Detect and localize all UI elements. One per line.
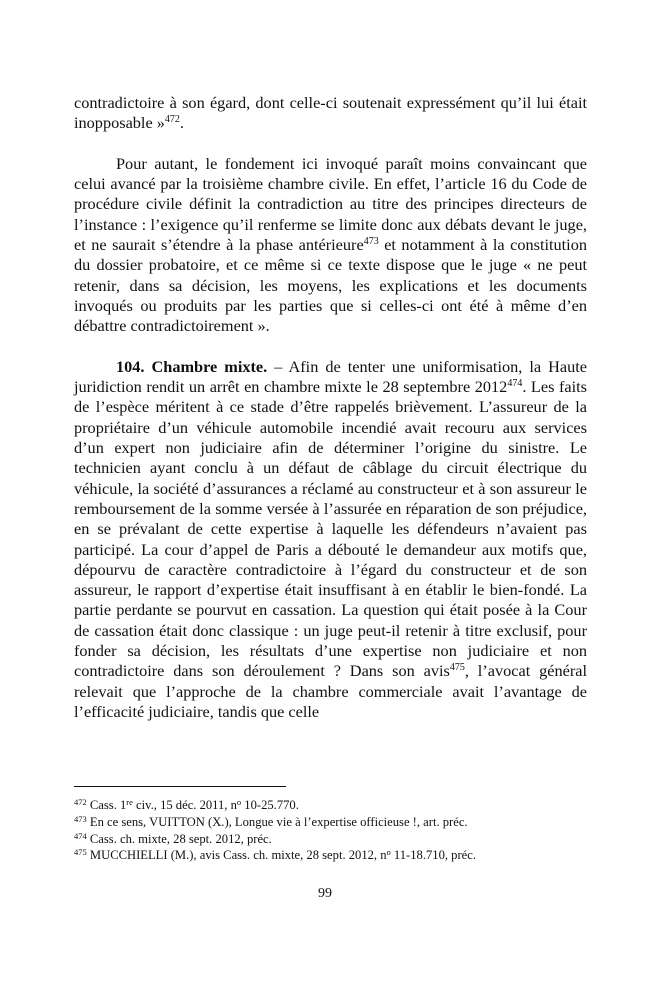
paragraph-chambre-mixte (74, 357, 587, 722)
footnote-text: 11-18.710, préc. (390, 848, 476, 863)
paragraph-text: . (179, 113, 184, 133)
footnote-number: 474 (74, 830, 87, 841)
footnotes (74, 797, 587, 864)
footnote-separator (74, 786, 286, 787)
footnote-473 (74, 814, 587, 831)
footnote-text: Cass. 1 (86, 798, 127, 812)
footnote-ref-473[interactable]: 473 (363, 236, 379, 248)
footnote-ref-472[interactable]: 472 (164, 114, 180, 126)
footnote-text: civ., 15 déc. 2011, n (132, 798, 237, 812)
footnote-475 (74, 847, 587, 864)
paragraph-text: , l’avocat général relevait que l’approche de la chambre commerciale avait l’avantage de l’efficacité judiciaire, tandis que celle (74, 661, 588, 721)
paragraph-text: et notamment à la constitution du dossier probatoire, et ce même si ce texte dispose que le juge « ne peut retenir, dans sa décision, les moyens, les explications et les documents invoqués ou produits par les parties que si celles-ci ont été à même d’en débattre contradictoirement ». (74, 235, 587, 336)
section-heading: 104. Chambre mixte. (116, 356, 268, 376)
footnote-text: MUCCHIELLI (M.), avis Cass. ch. mixte, 28 sept. 2012, n (86, 848, 387, 863)
paragraph-continuation (74, 93, 587, 134)
footnote-472 (74, 797, 587, 814)
footnote-text: En ce sens, VUITTON (X.), Longue vie à l’expertise officieuse !, art. préc. (86, 814, 468, 829)
footnote-number: 472 (74, 797, 87, 807)
footnote-text: 10-25.770. (241, 798, 299, 812)
footnote-474 (74, 831, 587, 848)
footnote-superscript: re (126, 797, 133, 807)
paragraph-text: contradictoire à son égard, dont celle-ci soutenait expressément qu’il lui était inopposable » (74, 93, 587, 133)
footnote-superscript: o (386, 847, 391, 858)
paragraph-text: – Afin de tenter une uniformisation, la Haute juridiction rendit un arrêt en chambre mixte le 28 septembre 2012 (74, 356, 587, 397)
footnote-ref-475[interactable]: 475 (449, 662, 465, 674)
footnote-number: 475 (74, 847, 87, 858)
footnote-superscript: o (236, 797, 242, 807)
paragraph-fondement (74, 154, 587, 337)
paragraph-text: Pour autant, le fondement ici invoqué paraît moins convaincant que celui avancé par la troisième chambre civile. En effet, l’article 16 du Code de procédure civile définit la contradiction au titre des principes directeurs de l’instance : l’exigence qu’il renferme se limite donc aux débats devant le juge, et ne saurait s’étendre à la phase antérieure (74, 153, 587, 255)
footnote-number: 473 (74, 813, 87, 824)
footnote-text: Cass. ch. mixte, 28 sept. 2012, préc. (86, 831, 272, 846)
body-text (74, 93, 587, 722)
page-number: 99 (318, 886, 332, 901)
footnote-ref-474[interactable]: 474 (507, 378, 523, 390)
paragraph-text: . Les faits de l’espèce méritent à ce stade d’être rappelés brièvement. L’assureur de la propriétaire d’un véhicule automobile incendié avait recouru aux services d’un expert non judiciaire afin de déterminer l’origine du sinistre. Le technicien ayant conclu à un défaut de câblage du circuit électrique du véhicule, la société d’assurances a réclamé au constructeur et à son assureur le remboursement de la somme versée à l’assurée en réparation de son préjudice, en se prévalant de cette expertise à laquelle les défendeurs n’avaient pas participé. La cour d’appel de Paris a débouté le demandeur aux motifs que, dépourvu de caractère contradictoire à l’égard du constructeur et de son assureur, le rapport d’expertise était insuffisant à en établir le bien-fondé. La partie perdante se pourvut en cassation. La question qui était posée à la Cour de cassation était donc classique : un juge peut-il retenir à titre exclusif, pour fonder sa décision, les résultats d’une expertise non judiciaire et non contradictoire dans son déroulement ? Dans son avis (74, 377, 588, 681)
